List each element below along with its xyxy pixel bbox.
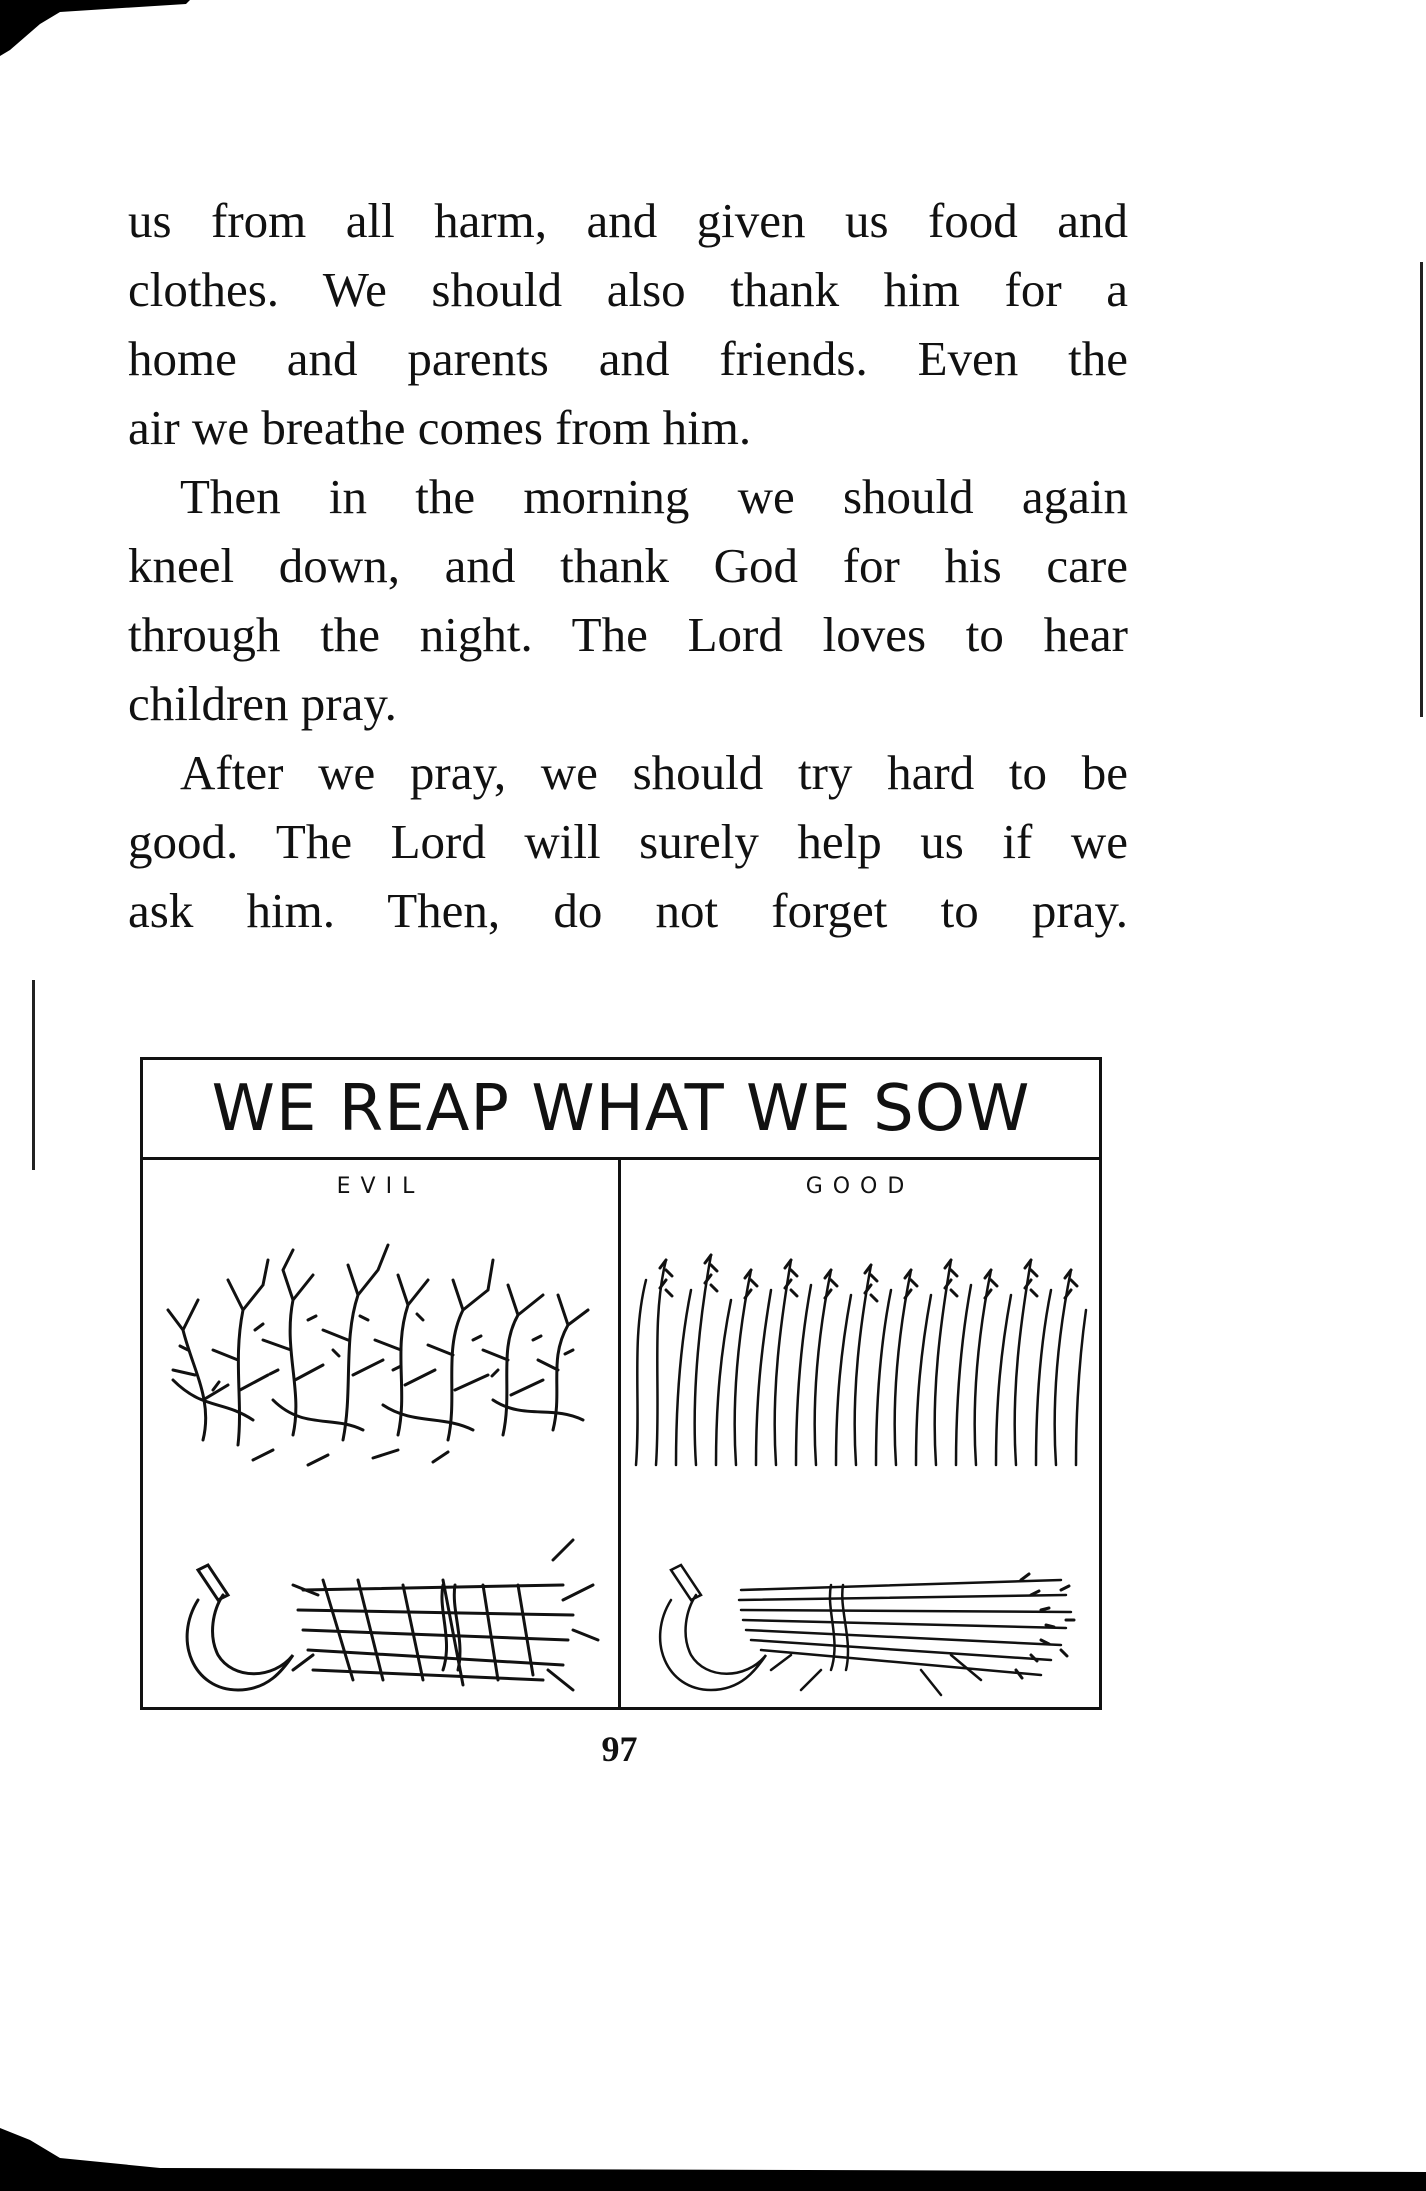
text-line: ask him. Then, do not forget to pray. bbox=[128, 883, 1128, 938]
text-line: kneel down, and thank God for his care bbox=[128, 538, 1128, 593]
wheat-illustration bbox=[621, 1200, 1096, 1705]
text-line: good. The Lord will surely help us if we bbox=[128, 814, 1128, 869]
text-line: through the night. The Lord loves to hear bbox=[128, 607, 1128, 662]
evil-label: EVIL bbox=[336, 1174, 425, 1199]
bottom-page-edge bbox=[0, 2128, 1426, 2191]
text-line: clothes. We should also thank him for a bbox=[128, 262, 1128, 317]
good-panel bbox=[621, 1160, 1099, 1710]
text-line: home and parents and friends. Even the bbox=[128, 331, 1128, 386]
body-text bbox=[128, 186, 1128, 945]
scan-edge-line bbox=[1420, 262, 1423, 717]
paragraph bbox=[128, 186, 1128, 462]
corner-page-mark bbox=[0, 0, 190, 60]
paragraph bbox=[128, 738, 1128, 945]
text-line: After we pray, we should try hard to be bbox=[180, 745, 1128, 800]
scan-edge-line bbox=[32, 980, 35, 1170]
evil-panel bbox=[143, 1160, 621, 1710]
figure-title: WE REAP WHAT WE SOW bbox=[143, 1060, 1099, 1160]
page-number: 97 bbox=[601, 1729, 638, 1769]
thorns-illustration bbox=[143, 1200, 618, 1705]
good-label: GOOD bbox=[805, 1174, 915, 1199]
text-line: children pray. bbox=[128, 676, 397, 731]
illustration-figure bbox=[140, 1057, 1102, 1710]
text-line: us from all harm, and given us food and bbox=[128, 193, 1128, 248]
text-line: Then in the morning we should again bbox=[180, 469, 1128, 524]
paragraph bbox=[128, 462, 1128, 738]
text-line: air we breathe comes from him. bbox=[128, 400, 752, 455]
